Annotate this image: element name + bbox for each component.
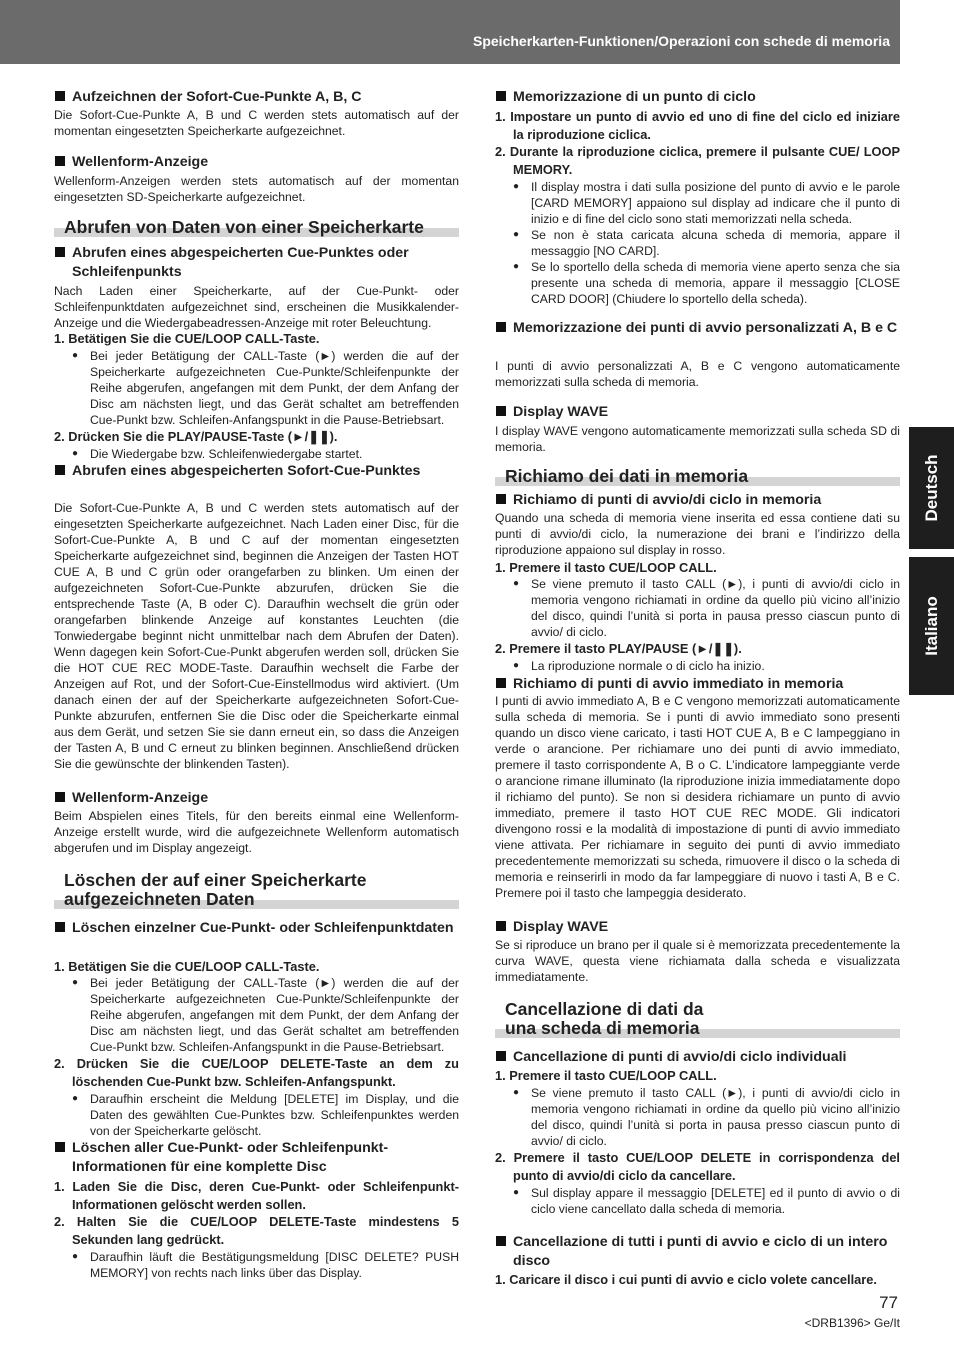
heading-display-wave-2: Display WAVE [495,918,900,937]
tab-deutsch [909,427,954,549]
bullet-no-card: ● Se non è stata caricata alcuna scheda di memoria, appare il messaggio [NO CARD]. [513,227,900,259]
text-wellenform-2: Beim Abspielen eines Titels, für den bereits einmal eine Wellenform-Anzeige erstellt wurde, wird die aufgezeichnete Wellenform automatisch abgerufen und im Display angezeigt. [54,809,459,855]
tab-deutsch-label: Deutsch [921,454,941,522]
heading-mem-ciclo: Memorizzazione di un punto di ciclo [495,88,900,107]
header-title: Speicherkarten-Funktionen/Operazioni con schede di memoria [473,33,890,49]
text-abrufen-cue: Nach Laden einer Speicherkarte, auf der Cue-Punkt- oder Schleifenpunktdaten aufgezeichnet sind, erscheinen die Musikkalender-Anzeige und die Wiedergabeadressen-Anzeige mit roter Beleuchtung. [54,284,459,330]
heading-mem-personalizzati: Memorizzazione dei punti di avvio personalizzati A, B e C [495,319,900,338]
bullet-cancella-delete: ● Sul display appare il messaggio [DELETE] ed il punto di avvio o di ciclo viene cancellato dalla scheda di memoria. [513,1185,900,1217]
section-abrufen: Abrufen von Daten von einer Speicherkarte [54,218,459,237]
heading-loeschen-alle: Löschen aller Cue-Punkt- oder Schleifenpunkt-Informationen für eine komplette Disc [54,1139,459,1177]
tab-italiano [909,557,954,695]
heading-wellenform-2: Wellenform-Anzeige [54,789,459,808]
bullet-call: ● Bei jeder Betätigung der CALL-Taste (►) werden die auf der Speicherkarte aufgezeichneten Cue-Punkte/Schleifenpunkte der Reihe abgerufen, angefangen mit dem Punkt, der dem Anfang der Disc am nächsten liegt, und das Gerät schaltet am betreffenden Cue-Punkt bzw. Schleifen-Anfangspunkt in die Pause-Betriebsart. [72,348,459,428]
bullet-play: ● Die Wiedergabe bzw. Schleifenwiedergabe startet. [72,446,459,462]
bullet-richiamo-play: ● La riproduzione normale o di ciclo ha inizio. [513,658,900,674]
heading-wellenform-1: Wellenform-Anzeige [54,153,459,172]
heading-sofort-cue: Aufzeichnen der Sofort-Cue-Punkte A, B, C [54,88,459,107]
bullet-card-memory: ● Il display mostra i dati sulla posizione del punto di avvio e le parole [CARD MEMORY] appaiono sul display ad indicare che il punto di inizio e di fine del ciclo sono stati memorizzati nella scheda. [513,179,900,227]
step-cancella-call: 1. Premere il tasto CUE/LOOP CALL. [495,1068,717,1083]
step-carica-disco: 1. Caricare il disco i cui punti di avvio e ciclo volete cancellare. [495,1272,877,1287]
step-richiamo-play: 2. Premere il tasto PLAY/PAUSE (►/❚❚). [495,641,742,656]
heading-cancella-tutti: Cancellazione di tutti i punti di avvio e ciclo di un intero disco [495,1233,900,1271]
heading-richiamo-ciclo: Richiamo di punti di avvio/di ciclo in memoria [495,491,900,510]
text-abrufen-sofort: Die Sofort-Cue-Punkte A, B und C werden stets automatisch auf der eingesetzten Speicherkarte aufgezeichnet. Nach Laden einer Disc, für die Sofort-Cue-Punkte A, B und C auf der momentan eingesetzten Speicherkarte aufgezeichnet sind, beginnen die Anzeigen der Tasten HOT CUE A, B und C grün oder orangefarben zu blinken. Um einen der aufgezeichneten Sofort-Cue-Punkte abzurufen, drücken Sie die entsprechende Taste (A, B oder C). Daraufhin wechselt die grün oder orangefarben blinkende Anzeige auf konstantes Leuchten (die Tonwiedergabe beginnt nicht unmittelbar nach dem Abrufen der Daten). Wenn dagegen kein Sofort-Cue-Punkt abgerufen werden soll, drücken Sie die HOT CUE REC MODE-Taste. Daraufhin wechselt die Farbe der Anzeigen auf Rot, und der Sofort-Cue-Einstellmodus wird aktiviert. (Um danach einen der auf der Speicherkarte aufgezeichneten Sofort-Cue-Punkte abzurufen, entfernen Sie die Disc oder die Speicherkarte einmal aus dem Gerät, und setzen Sie sie dann erneut ein, so dass die Anzeigen der Tasten A, B und C erneut zu blinken beginnen. Anschließend drücken Sie die gewünschte der blinkenden Tasten). [54,501,459,771]
bullet-cancella-call: ● Se viene premuto il tasto CALL (►), i punti di avvio/di ciclo in memoria vengono richiamati in ordine da quello più vicino all’inizio del disco, quindi l’unità si porta in pausa presso ciascun punto di avvio/ di ciclo. [513,1085,900,1149]
bullet-disc-delete: ● Daraufhin läuft die Bestätigungsmeldung [DISC DELETE? PUSH MEMORY] von rechts nach links über das Display. [72,1249,459,1281]
bullet-loeschen-call: ● Bei jeder Betätigung der CALL-Taste (►) werden die auf der Speicherkarte aufgezeichneten Cue-Punkte/Schleifenpunkte der Reihe abgerufen, angefangen mit dem Punkt, der dem Anfang der Disc am nächsten liegt, und das Gerät schaltet am betreffenden Cue-Punkt bzw. Schleifen-Anfangspunkt in die Pause-Betriebsart. [72,975,459,1055]
step-cancella-delete: 2. Premere il tasto CUE/LOOP DELETE in corrispondenza del punto di avvio/di ciclo da cancellare. [495,1150,900,1183]
step-loop-memory: 2. Durante la riproduzione ciclica, premere il pulsante CUE/ LOOP MEMORY. [495,144,900,177]
bullet-loeschen-delete: ● Daraufhin erscheint die Meldung [DELETE] im Display, und die Daten des gewählten Cue-Punktes bzw. Schleifenpunktes werden von der Speicherkarte gelöscht. [72,1091,459,1139]
page-header [0,0,900,64]
step-imposta-ciclo: 1. Impostare un punto di avvio ed uno di fine del ciclo ed iniziare la riproduzione ciclica. [495,109,900,142]
heading-loeschen-einzeln: Löschen einzelner Cue-Punkt- oder Schleifenpunktdaten [54,919,459,938]
step-call: 1. Betätigen Sie die CUE/LOOP CALL-Taste. [54,331,320,346]
heading-cancella-individuali: Cancellazione di punti di avvio/di ciclo individuali [495,1048,900,1067]
document-code: <DRB1396> Ge/It [804,1316,900,1330]
page-number: 77 [879,1293,898,1312]
section-cancellazione: Cancellazione di dati da una scheda di memoria [495,1000,900,1038]
text-richiamo-immediato: I punti di avvio immediato A, B e C vengono memorizzati automaticamente sulla scheda di memoria. Se i punti di avvio immediato sono presenti quando un disco viene caricato, i tasti HOT CUE A, B e C lampeggiano in verde o arancione. Per richiamare uno dei punti di avvio immediato, premere il tasto corrispondente A, B o C. L’indicatore lampeggiante verde o arancione rimane illuminato (la riproduzione inizia immediatamente dopo il richiamo del punto). Se non si desidera richiamare un punto di avvio immediato, premere il tasto HOT CUE REC MODE. Gli indicatori divengono rossi e la modalità di impostazione di punti di avvio immediato viene attivata. Per richiamare in seguito dei punti di avvio immediato precedentemente memorizzati su scheda, rimuovere il disco o la scheda di memoria e reinserirli in modo da far lampeggiare di nuovo i tasti A, B e C. Premere poi il tasto che lampeggia desiderato. [495,694,900,900]
step-loeschen-delete: 2. Drücken Sie die CUE/LOOP DELETE-Taste an dem zu löschenden Cue-Punkt bzw. Schleifen-Anfangspunkt. [54,1056,459,1089]
section-richiamo: Richiamo dei dati in memoria [495,467,900,486]
step-delete-halten: 2. Halten Sie die CUE/LOOP DELETE-Taste mindestens 5 Sekunden lang gedrückt. [54,1214,459,1247]
text-display-wave-2: Se si riproduce un brano per il quale si è memorizzata precedentemente la curva WAVE, questa viene richiamata dalla scheda e visualizzata immediatamente. [495,938,900,984]
bullet-richiamo-call: ● Se viene premuto il tasto CALL (►), i punti di avvio/di ciclo in memoria vengono richiamati in ordine da quello più vicino all’inizio del disco, quindi l’unità si porta in pausa presso ciascun punto di avvio/ di ciclo. [513,576,900,640]
text-richiamo-ciclo: Quando una scheda di memoria viene inserita ed essa contiene dati su punti di avvio/di ciclo, la numerazione dei brani e l’indirizzo della riproduzione appaiono sul display in rosso. [495,511,900,557]
text-display-wave-1: I display WAVE vengono automaticamente memorizzati sulla scheda SD di memoria. [495,424,900,454]
step-loeschen-call: 1. Betätigen Sie die CUE/LOOP CALL-Taste. [54,959,320,974]
text-wellenform-1: Wellenform-Anzeigen werden stets automatisch auf der momentan eingesetzten SD-Speicherkarte aufgezeichnet. [54,174,459,204]
heading-abrufen-sofort: Abrufen eines abgespeicherten Sofort-Cue-Punktes [54,462,459,481]
heading-richiamo-immediato: Richiamo di punti di avvio immediato in memoria [495,675,900,694]
heading-abrufen-cue: Abrufen eines abgespeicherten Cue-Punktes oder Schleifenpunkts [54,244,459,282]
step-richiamo-call: 1. Premere il tasto CUE/LOOP CALL. [495,560,717,575]
section-loeschen: Löschen der auf einer Speicherkarte aufgezeichneten Daten [54,871,459,909]
text-sofort-cue: Die Sofort-Cue-Punkte A, B und C werden stets automatisch auf der momentan eingesetzten Speicherkarte aufgezeichnet. [54,108,459,138]
text-mem-personalizzati: I punti di avvio personalizzati A, B e C vengono automaticamente memorizzati sulla scheda di memoria. [495,359,900,389]
step-play: 2. Drücken Sie die PLAY/PAUSE-Taste (►/❚❚). [54,429,338,444]
tab-italiano-label: Italiano [921,596,941,656]
heading-display-wave-1: Display WAVE [495,403,900,422]
bullet-close-card-door: ● Se lo sportello della scheda di memoria viene aperto senza che sia presente una scheda di memoria, appare il messaggio [CLOSE CARD DOOR] (Chiudere lo sportello della scheda). [513,259,900,307]
step-disc-laden: 1. Laden Sie die Disc, deren Cue-Punkt- oder Schleifenpunkt-Informationen gelöscht werden sollen. [54,1179,459,1212]
